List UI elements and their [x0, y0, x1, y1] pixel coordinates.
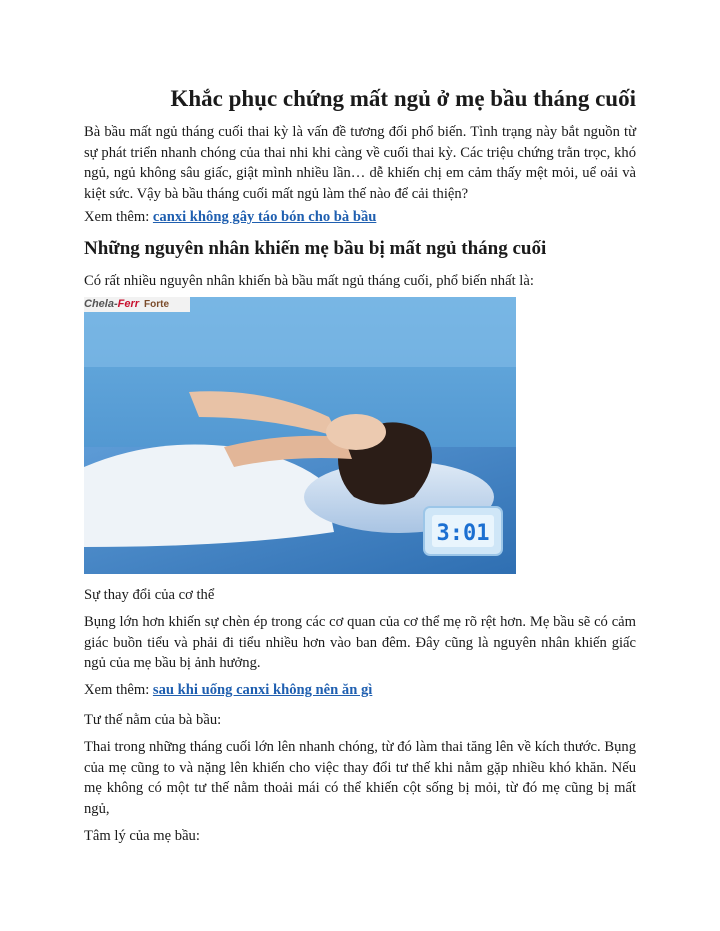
cause2-heading: Tư thế nằm của bà bầu:	[84, 712, 222, 728]
woman-insomnia-illustration	[84, 297, 516, 574]
clock-display: 3:01	[436, 521, 490, 546]
brand-logo: Chela-Ferr Forte	[84, 297, 190, 312]
link-calcium-no-constipation[interactable]: canxi không gây táo bón cho bà bầu	[152, 209, 377, 225]
article-title: Khắc phục chứng mất ngủ ở mẹ bầu tháng cuối	[170, 86, 636, 111]
article-image	[84, 297, 516, 574]
cause1-text: Bụng lớn hơn khiến sự chèn ép trong các cơ quan của cơ thể mẹ rõ rệt hơn. Mẹ bầu sẽ có cảm giác buồn tiểu và phải đi tiểu nhiều hơn vào ban đêm. Đây cũng là nguyên nhân khiến giấc ngủ của mẹ bầu bị ảnh hưởng.	[84, 614, 636, 672]
causes-intro: Có rất nhiều nguyên nhân khiến bà bầu mất ngủ tháng cuối, phổ biến nhất là:	[84, 273, 534, 289]
see-more-line-2	[84, 680, 636, 701]
see-more-label: Xem thêm:	[84, 209, 150, 225]
cause1-heading: Sự thay đổi của cơ thể	[84, 587, 215, 603]
section-heading: Những nguyên nhân khiến mẹ bầu bị mất ngủ tháng cuối	[84, 238, 547, 259]
cause2-text: Thai trong những tháng cuối lớn lên nhanh chóng, từ đó làm thai tăng lên về kích thước. Bụng của mẹ cũng to và nặng lên khiến cho việc thay đổi tư thế khi nằm gặp nhiều khó khăn. Nếu mẹ không có một tư thế nằm thoải mái có thể khiến cột sống bị mỏi, từ đó mẹ cũng bị mất ngủ,	[84, 739, 636, 817]
intro-paragraph: Bà bầu mất ngủ tháng cuối thai kỳ là vấn đề tương đối phổ biến. Tình trạng này bắt nguồn từ sự phát triển nhanh chóng của thai nhi khi càng về cuối thai kỳ. Các triệu chứng trằn trọc, khó ngủ, ngủ không sâu giấc, giật mình nhiều lần… dễ khiến chị em cảm thấy mệt mỏi, uể oải và kiệt sức. Vậy bà bầu tháng cuối mất ngủ làm thế nào để cải thiện?	[84, 124, 636, 202]
see-more-line-1	[84, 207, 636, 228]
see-more-label: Xem thêm:	[84, 682, 150, 698]
link-after-calcium-avoid[interactable]: sau khi uống canxi không nên ăn gì	[152, 682, 373, 698]
cause3-heading: Tâm lý của mẹ bầu:	[84, 828, 200, 844]
